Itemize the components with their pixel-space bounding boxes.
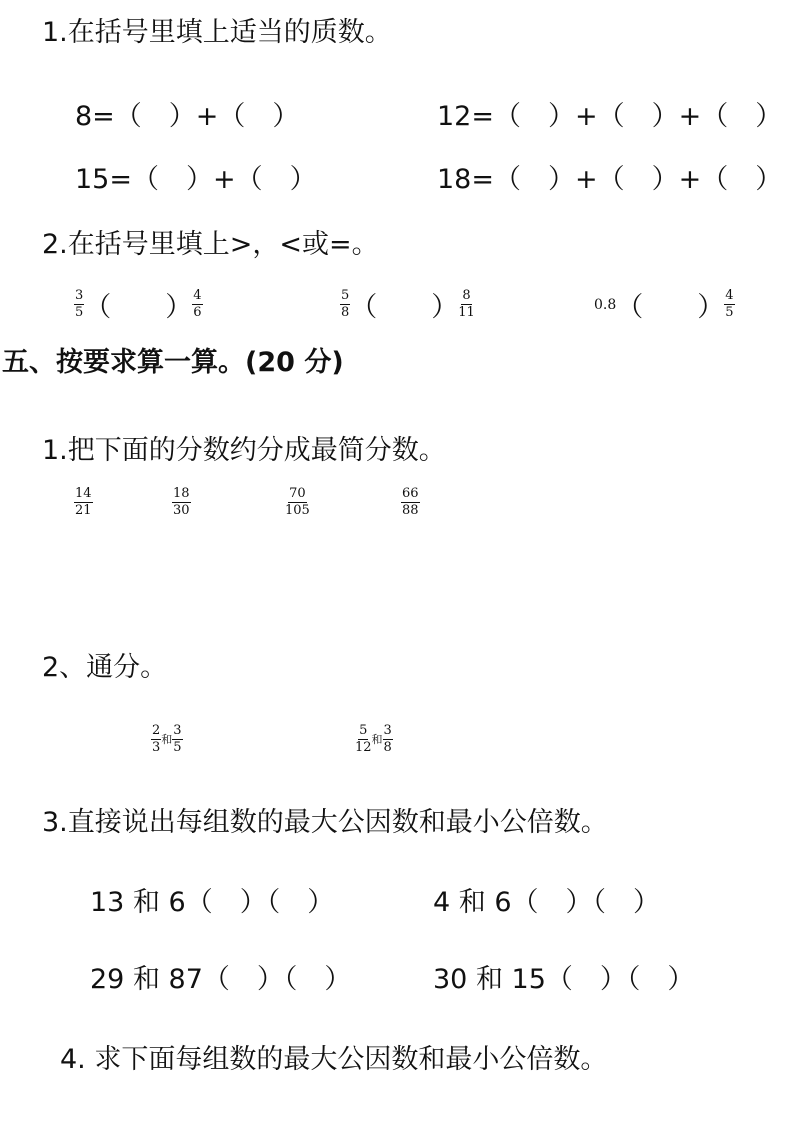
gcd-lcm-item-4: 30 和 15（ ）（ ） (433, 964, 695, 995)
denominator: 12 (355, 739, 372, 755)
numerator: 70 (289, 486, 306, 501)
denominator: 5 (725, 305, 734, 320)
and-label: 和 (161, 733, 173, 747)
fraction (74, 289, 84, 319)
answer-blank[interactable]: （ ） (350, 292, 459, 323)
equation-18: 18=（ ）+（ ）+（ ） (437, 164, 783, 195)
denominator: 8 (341, 305, 350, 320)
denominator: 88 (402, 502, 419, 518)
compare-item-1 (74, 285, 203, 324)
reduce-fraction-2 (172, 487, 191, 517)
numerator: 3 (173, 723, 182, 738)
numerator: 5 (341, 288, 350, 304)
denominator: 11 (458, 305, 475, 320)
question-1-title: 1.在括号里填上适当的质数。 (42, 17, 392, 48)
answer-blank[interactable]: （ ） (616, 292, 725, 323)
numerator: 4 (193, 288, 202, 304)
common-denominator-pair-1 (151, 724, 183, 754)
fraction (383, 724, 393, 754)
numerator: 18 (173, 486, 190, 501)
denominator: 6 (193, 305, 202, 320)
question-2-title: 2.在括号里填上>，<或=。 (42, 229, 379, 260)
denominator: 3 (152, 739, 161, 755)
numerator: 14 (75, 486, 92, 501)
denominator: 105 (285, 502, 310, 518)
problem-3-title: 3.直接说出每组数的最大公因数和最小公倍数。 (42, 807, 608, 838)
numerator: 2 (152, 723, 161, 738)
decimal-value: 0.8 (594, 296, 617, 313)
fraction (151, 724, 161, 754)
reduce-fraction-4 (401, 487, 420, 517)
common-denominator-pair-2 (355, 724, 393, 754)
numerator: 4 (725, 288, 734, 304)
denominator: 8 (383, 739, 392, 755)
fraction (172, 724, 182, 754)
compare-item-2 (340, 285, 475, 324)
gcd-lcm-item-2: 4 和 6（ ）（ ） (433, 887, 661, 918)
equation-8: 8=（ ）+（ ） (75, 101, 300, 132)
reduce-fraction-3 (285, 487, 310, 517)
fraction (192, 289, 202, 319)
denominator: 30 (173, 502, 190, 518)
numerator: 8 (462, 288, 471, 304)
denominator: 5 (75, 305, 84, 320)
fraction (724, 289, 734, 319)
numerator: 66 (402, 486, 419, 501)
fraction (458, 289, 475, 319)
reduce-fraction-1 (74, 487, 93, 517)
gcd-lcm-item-1: 13 和 6（ ）（ ） (90, 887, 335, 918)
section-5-heading: 五、按要求算一算。(20 分) (2, 347, 344, 378)
denominator: 5 (173, 739, 182, 755)
denominator: 21 (75, 502, 92, 518)
gcd-lcm-item-3: 29 和 87（ ）（ ） (90, 964, 352, 995)
answer-blank[interactable]: （ ） (84, 292, 193, 323)
problem-1-title: 1.把下面的分数约分成最简分数。 (42, 435, 446, 466)
equation-12: 12=（ ）+（ ）+（ ） (437, 101, 783, 132)
fraction (355, 724, 372, 754)
compare-item-3 (594, 285, 735, 324)
and-label: 和 (371, 733, 383, 747)
fraction (340, 289, 350, 319)
equation-15: 15=（ ）+（ ） (75, 164, 317, 195)
problem-4-title: 4. 求下面每组数的最大公因数和最小公倍数。 (60, 1044, 608, 1075)
problem-2-title: 2、通分。 (42, 652, 168, 683)
numerator: 3 (75, 288, 84, 304)
numerator: 5 (359, 723, 368, 738)
numerator: 3 (383, 723, 392, 738)
